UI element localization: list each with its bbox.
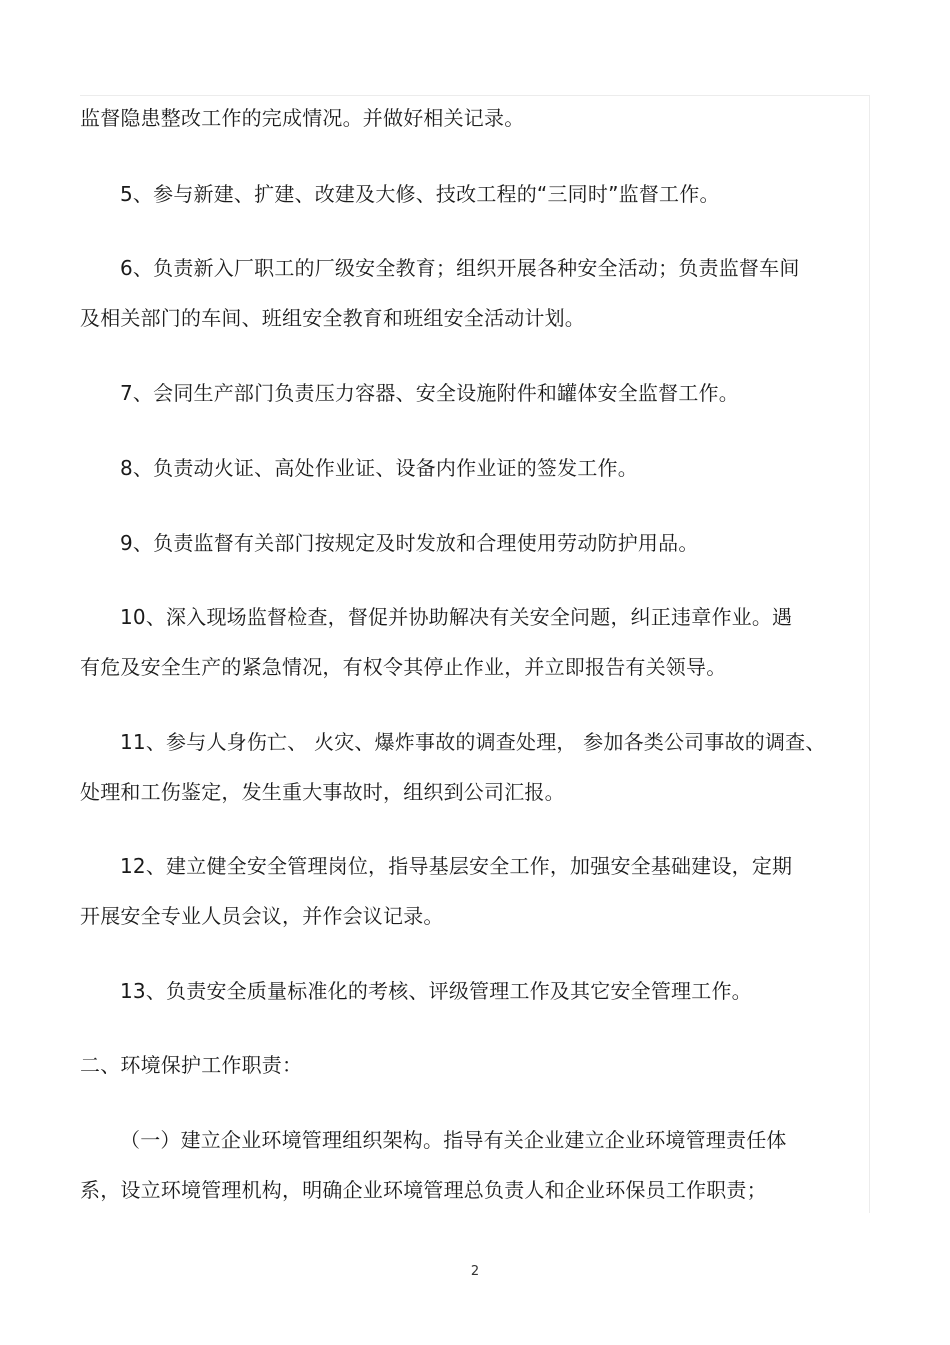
- text-line: 开展安全专业人员会议，并作会议记录。: [80, 904, 444, 928]
- text-line: 13、负责安全质量标准化的考核、评级管理工作及其它安全管理工作。: [120, 979, 752, 1003]
- text-line: （一）建立企业环境管理组织架构。指导有关企业建立企业环境管理责任体: [120, 1128, 787, 1152]
- text-line: 系，设立环境管理机构，明确企业环境管理总负责人和企业环保员工作职责；: [80, 1178, 767, 1202]
- page-number: 2: [470, 1264, 480, 1279]
- text-line: 10、深入现场监督检查，督促并协助解决有关安全问题，纠正违章作业。遇: [120, 605, 793, 629]
- text-line: 9、负责监督有关部门按规定及时发放和合理使用劳动防护用品。: [120, 531, 699, 555]
- text-line: 有危及安全生产的紧急情况，有权令其停止作业，并立即报告有关领导。: [80, 655, 727, 679]
- text-line: 及相关部门的车间、班组安全教育和班组安全活动计划。: [80, 306, 585, 330]
- text-line: 6、负责新入厂职工的厂级安全教育；组织开展各种安全活动；负责监督车间: [120, 256, 800, 280]
- text-line: 8、负责动火证、高处作业证、设备内作业证的签发工作。: [120, 456, 638, 480]
- text-line: 11、参与人身伤亡、 火灾、爆炸事故的调查处理， 参加各类公司事故的调查、: [120, 730, 826, 754]
- section-heading: 二、环境保护工作职责：: [80, 1053, 303, 1077]
- text-line: 7、会同生产部门负责压力容器、安全设施附件和罐体安全监督工作。: [120, 381, 739, 405]
- text-line: 处理和工伤鉴定，发生重大事故时，组织到公司汇报。: [80, 780, 565, 804]
- text-line: 5、参与新建、扩建、改建及大修、技改工程的“三同时”监督工作。: [120, 182, 720, 206]
- text-line: 监督隐患整改工作的完成情况。并做好相关记录。: [80, 106, 525, 130]
- text-line: 12、建立健全安全管理岗位，指导基层安全工作，加强安全基础建设，定期: [120, 854, 793, 878]
